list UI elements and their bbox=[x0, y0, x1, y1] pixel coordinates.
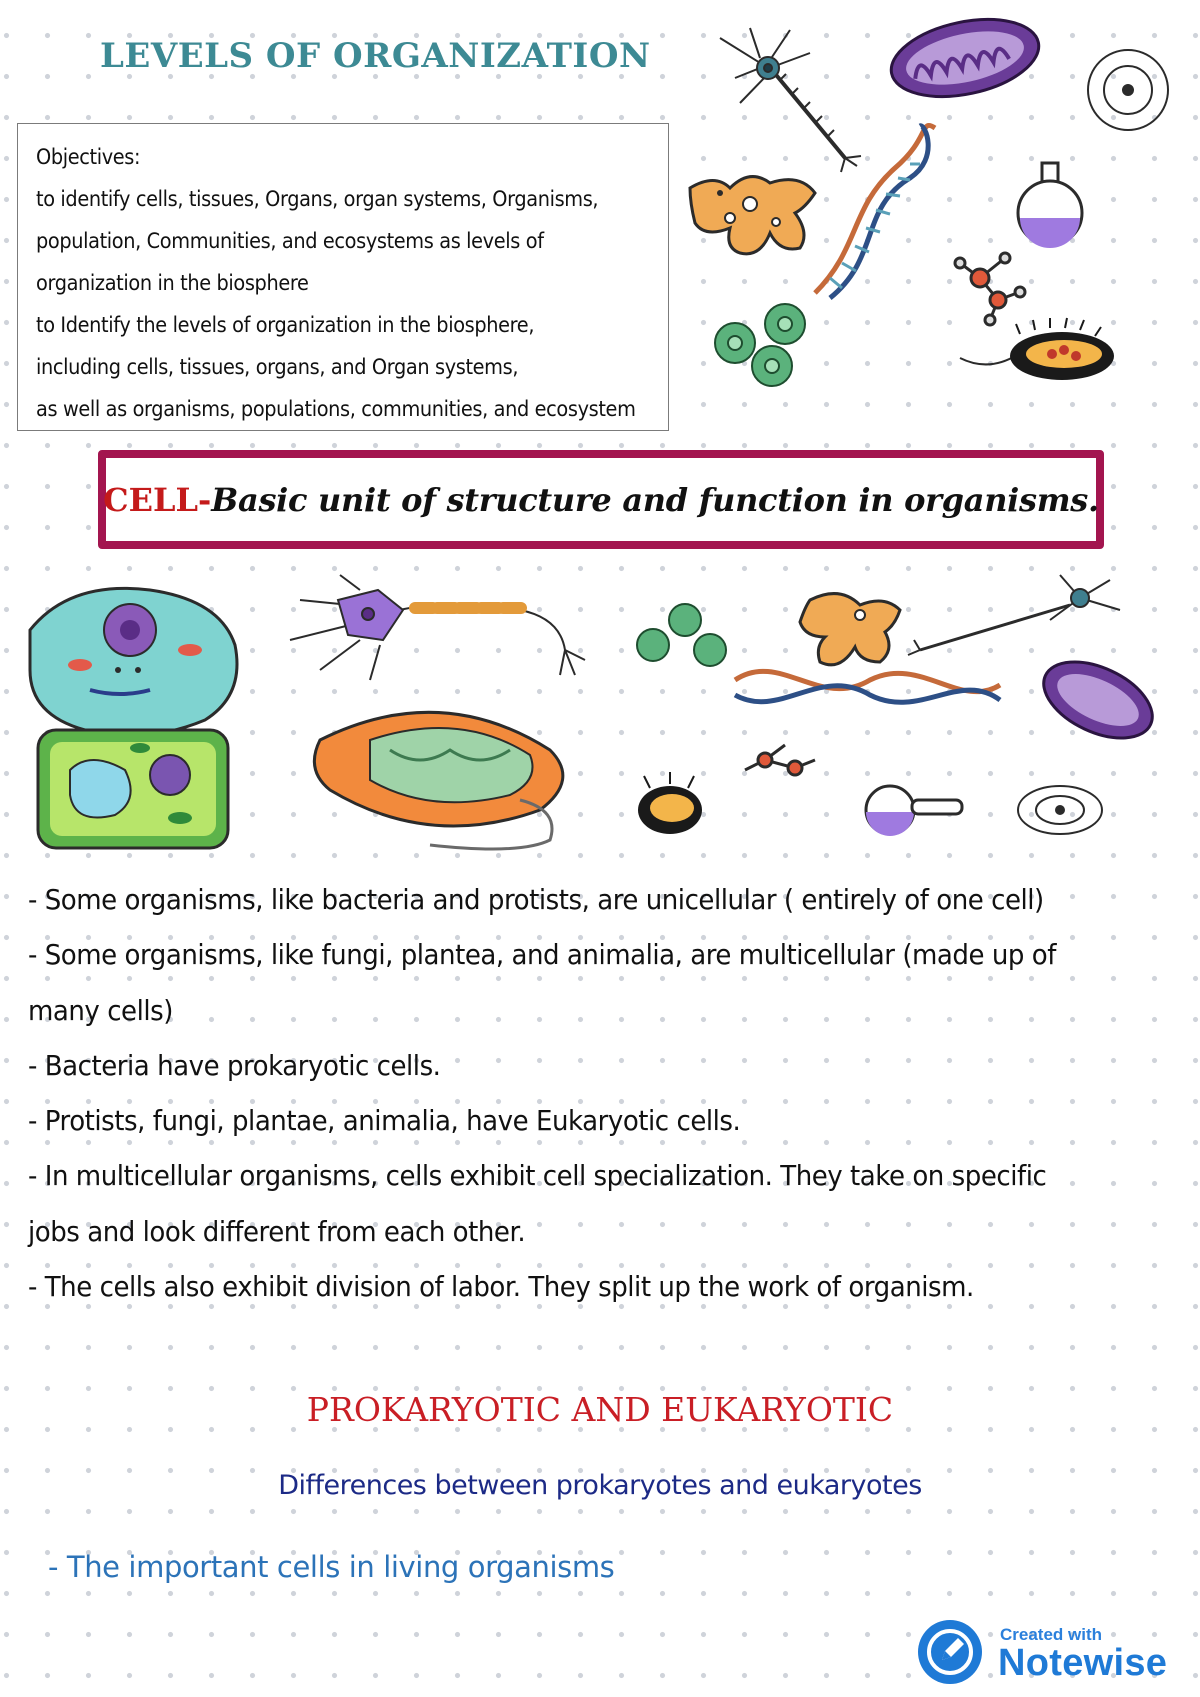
animal-cell-icon bbox=[30, 588, 237, 735]
note-line: - The cells also exhibit division of labor. They split up the work of organism. bbox=[28, 1270, 974, 1304]
neuron-icon bbox=[908, 575, 1120, 655]
notewise-badge bbox=[918, 1620, 1186, 1686]
objectives-line: including cells, tissues, organs, and Organ systems, bbox=[36, 355, 519, 379]
section-bullet: - The important cells in living organisms bbox=[48, 1550, 615, 1584]
flask-icon bbox=[866, 786, 962, 836]
definition-separator: - bbox=[198, 480, 212, 519]
molecule-icon bbox=[955, 253, 1025, 325]
virus-icon bbox=[637, 604, 726, 666]
objectives-line: population, Communities, and ecosystems as levels of bbox=[36, 229, 544, 253]
cell-definition-box bbox=[98, 450, 1104, 549]
pencil-icon bbox=[918, 1620, 982, 1684]
atom-icon bbox=[1018, 786, 1102, 834]
flask-icon bbox=[1018, 163, 1082, 248]
note-line: - Bacteria have prokaryotic cells. bbox=[28, 1048, 441, 1082]
bacterium-icon bbox=[314, 712, 562, 849]
mitochondria-icon bbox=[884, 7, 1046, 109]
notes-block bbox=[28, 872, 1148, 1314]
cell-illustrations bbox=[20, 570, 1180, 860]
dna-icon bbox=[815, 125, 935, 298]
objectives-line: as well as organisms, populations, communities, and ecosystem bbox=[36, 397, 636, 421]
objectives-line: to identify cells, tissues, Organs, organ systems, Organisms, bbox=[36, 187, 599, 211]
badge-logo bbox=[918, 1620, 982, 1684]
note-line: - In multicellular organisms, cells exhibit cell specialization. They take on specific bbox=[28, 1159, 1047, 1193]
objectives-line: to Identify the levels of organization in the biosphere, bbox=[36, 313, 535, 337]
badge-brand-text: Notewise bbox=[998, 1642, 1168, 1684]
molecule-icon bbox=[745, 745, 815, 775]
mitochondria-icon bbox=[1032, 646, 1164, 753]
plant-cell-icon bbox=[38, 730, 228, 848]
atom-icon bbox=[1088, 50, 1168, 130]
note-line: - Some organisms, like bacteria and protists, are unicellular ( entirely of one cell) bbox=[28, 883, 1044, 916]
dna-icon bbox=[735, 671, 1000, 702]
top-illustrations bbox=[680, 8, 1200, 418]
amoeba-icon bbox=[690, 177, 815, 254]
objectives-line: organization in the biosphere bbox=[36, 271, 309, 295]
amoeba-icon bbox=[800, 594, 900, 665]
section-heading: PROKARYOTIC AND EUKARYOTIC bbox=[306, 1390, 894, 1429]
definition-text: Basic unit of structure and function in organisms. bbox=[211, 480, 1099, 519]
neuron-icon bbox=[720, 28, 861, 172]
virus-icon bbox=[715, 304, 805, 386]
note-line: - Some organisms, like fungi, plantea, and animalia, are multicellular (made up of bbox=[28, 938, 1056, 972]
note-line: many cells) bbox=[28, 993, 173, 1027]
note-line: - Protists, fungi, plantae, animalia, have Eukaryotic cells. bbox=[28, 1104, 741, 1138]
page-title: LEVELS OF ORGANIZATION bbox=[100, 36, 651, 76]
objectives-box bbox=[17, 123, 669, 431]
badge-created-text: Created with bbox=[1000, 1625, 1103, 1644]
section-subheading: Differences between prokaryotes and eukaryotes bbox=[278, 1470, 922, 1501]
objectives-line: Objectives: bbox=[36, 145, 141, 169]
bacterium-icon bbox=[960, 318, 1114, 380]
definition-term: CELL bbox=[103, 480, 198, 519]
bacterium-icon bbox=[638, 772, 702, 834]
neuron-icon bbox=[290, 575, 585, 680]
note-line: jobs and look different from each other. bbox=[28, 1214, 526, 1248]
